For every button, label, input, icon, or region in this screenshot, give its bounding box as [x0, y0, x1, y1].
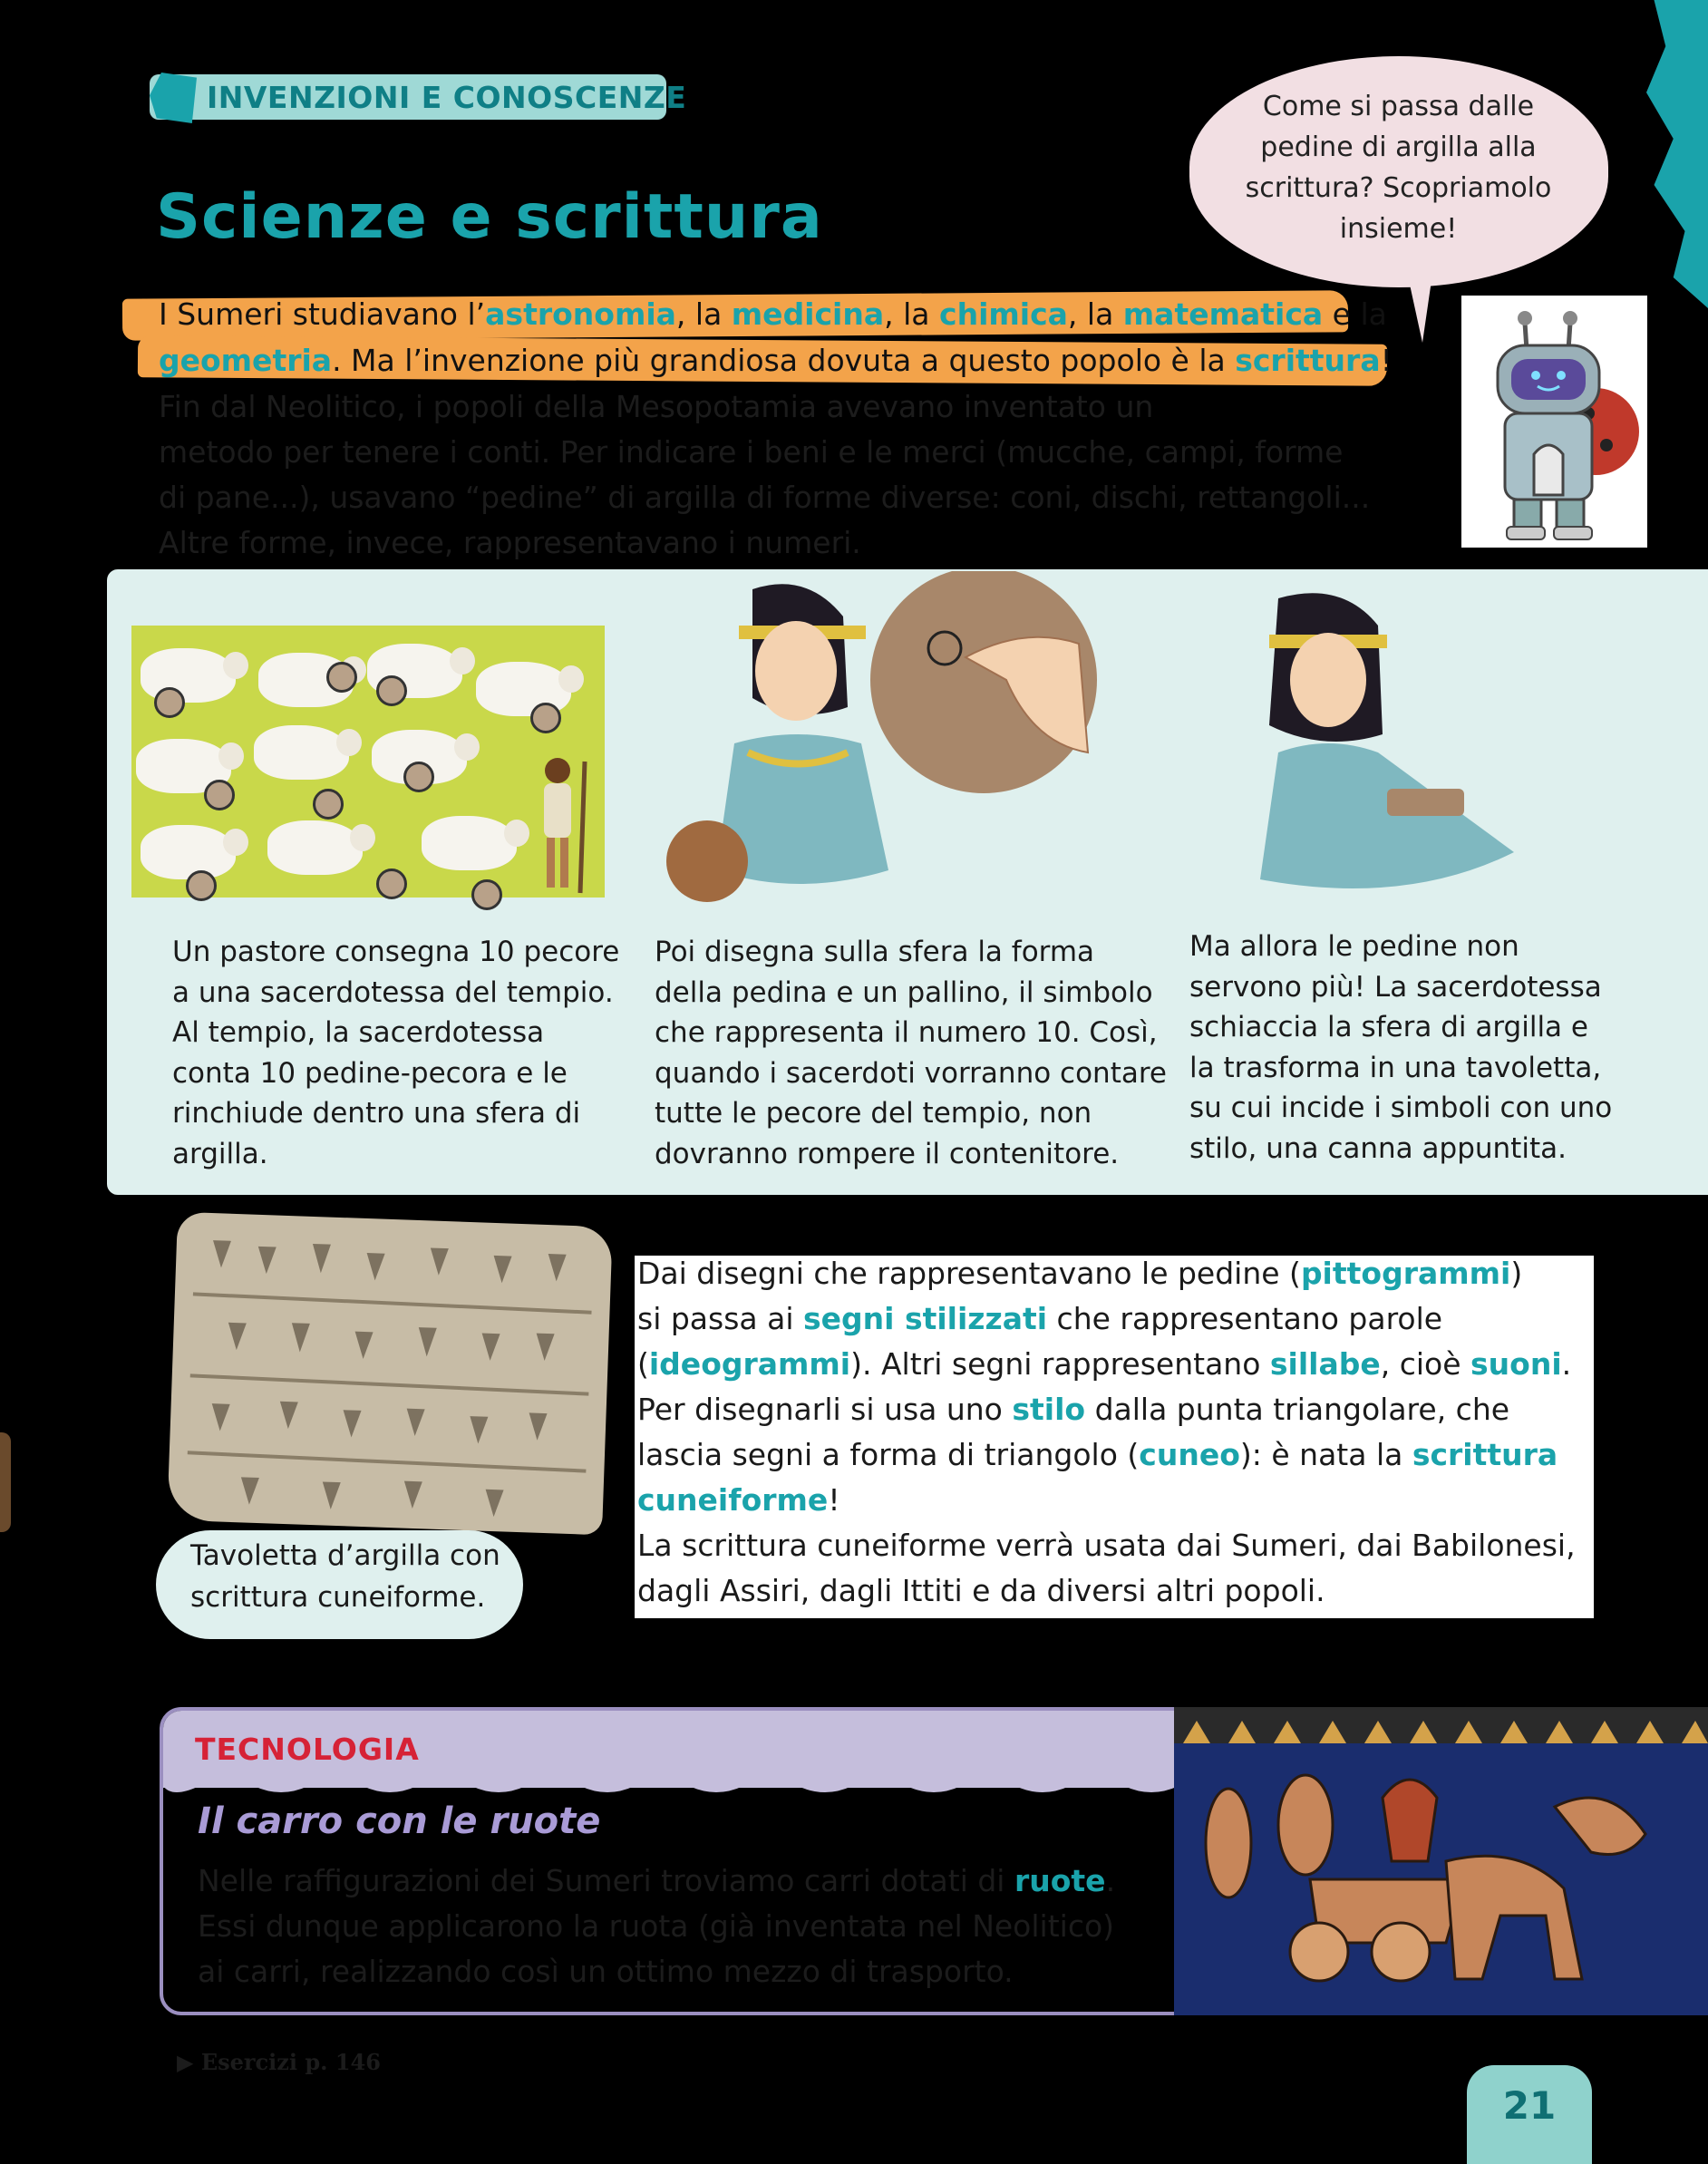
chariot-mosaic — [1174, 1707, 1708, 2015]
writing-line-1 — [637, 1251, 1522, 1296]
story-column-2 — [655, 932, 1167, 1174]
keyword-stilo: stilo — [1012, 1392, 1086, 1427]
text-line: argilla. — [172, 1137, 268, 1170]
keyword-cuneo: cuneo — [1139, 1437, 1240, 1472]
sheep — [141, 648, 236, 703]
keyword-chimica: chimica — [939, 296, 1068, 332]
priestess-sphere-illustration — [653, 571, 1124, 920]
text-span: e la — [1323, 296, 1387, 332]
keyword-suoni: suoni — [1470, 1346, 1562, 1382]
intro-line-5: di pane...), usavano “pedine” di argilla di forme diverse: coni, dischi, rettangoli... — [159, 480, 1371, 515]
wave-divider — [163, 1777, 1179, 1799]
clay-token — [376, 869, 407, 899]
clay-token — [530, 703, 561, 733]
text-line: schiaccia la sfera di argilla e — [1189, 1011, 1588, 1043]
tech-line-1 — [198, 1858, 1115, 1904]
keyword-medicina: medicina — [731, 296, 885, 332]
writing-line-3 — [637, 1342, 1571, 1387]
text-span: Dai disegni che rappresentavano le pedine ( — [637, 1256, 1301, 1291]
cuneiform-tablet-image — [167, 1212, 613, 1536]
text-span: dalla punta triangolare, che — [1085, 1392, 1510, 1427]
keyword-segni-stilizzati: segni stilizzati — [803, 1301, 1048, 1336]
intro-line-3: Fin dal Neolitico, i popoli della Mesopotamia avevano inventato un — [159, 389, 1154, 424]
text-line: scrittura cuneiforme. — [190, 1581, 486, 1614]
intro-line-6: Altre forme, invece, rappresentavano i numeri. — [159, 525, 861, 560]
priestess-writing-illustration — [1224, 580, 1523, 907]
text-span: ): è nata la — [1239, 1437, 1412, 1472]
text-line: servono più! La sacerdotessa — [1189, 970, 1602, 1004]
text-span: Nelle raffigurazioni dei Sumeri troviamo carri dotati di — [198, 1863, 1014, 1898]
text-line: Al tempio, la sacerdotessa — [172, 1016, 545, 1049]
keyword-matematica: matematica — [1122, 296, 1324, 332]
speech-bubble-text — [1215, 86, 1582, 249]
text-span: I Sumeri studiavano l’ — [159, 296, 486, 332]
speech-line: insieme! — [1339, 213, 1458, 245]
keyword-sillabe: sillabe — [1269, 1346, 1381, 1382]
robot-mascot — [1461, 296, 1647, 548]
page-number: 21 — [1502, 2083, 1557, 2128]
writing-line-6 — [637, 1478, 840, 1523]
keyword-astronomia: astronomia — [485, 296, 676, 332]
sheep-illustration — [131, 626, 605, 898]
text-span: ) — [1510, 1256, 1523, 1291]
text-span: Per disegnarli si usa uno — [637, 1392, 1013, 1427]
text-span: , la — [675, 296, 732, 332]
keyword-scrittura: scrittura — [1235, 343, 1381, 378]
intro-line-2 — [159, 338, 1393, 383]
decorative-left-mark — [0, 1432, 11, 1532]
decorative-edge-strip — [1631, 0, 1708, 308]
text-span: ! — [1380, 343, 1393, 378]
text-line: della pedina e un pallino, il simbolo — [655, 975, 1153, 1009]
technology-title: Il carro con le ruote — [198, 1800, 601, 1842]
tech-line-2: Essi dunque applicarono la ruota (già inventata nel Neolitico) — [198, 1908, 1115, 1944]
speech-line: scrittura? Scopriamolo — [1245, 172, 1552, 204]
clay-token — [313, 789, 344, 820]
text-span: , la — [884, 296, 940, 332]
page-title: Scienze e scrittura — [156, 181, 823, 253]
story-column-3 — [1189, 927, 1612, 1169]
story-column-1 — [172, 932, 619, 1174]
text-line: Un pastore consegna 10 pecore — [172, 936, 620, 968]
text-line: Tavoletta d’argilla con — [190, 1539, 500, 1572]
writing-line-2 — [637, 1296, 1442, 1342]
clay-token — [403, 762, 434, 792]
sheep — [422, 816, 517, 870]
text-span: , la — [1067, 296, 1123, 332]
text-span: . — [1561, 1346, 1572, 1382]
intro-line-1 — [159, 292, 1387, 337]
section-tag-label: INVENZIONI E CONOSCENZE — [207, 80, 687, 115]
clay-token — [376, 675, 407, 706]
text-span: che rappresentano parole — [1047, 1301, 1443, 1336]
text-line: stilo, una canna appuntita. — [1189, 1131, 1567, 1165]
text-line: Ma allora le pedine non — [1189, 930, 1519, 963]
sheep — [254, 725, 349, 780]
text-line: tutte le pecore del tempio, non — [655, 1097, 1092, 1130]
text-line: su cui incide i simboli con uno — [1189, 1092, 1613, 1124]
text-line: quando i sacerdoti vorranno contare — [655, 1056, 1167, 1090]
exercise-reference: ▶ Esercizi p. 146 — [177, 2049, 381, 2075]
clay-token — [186, 870, 217, 901]
shepherd-icon — [530, 752, 603, 898]
sheep — [267, 820, 363, 875]
robot-icon — [1461, 296, 1647, 548]
keyword-ruote: ruote — [1014, 1863, 1106, 1898]
writing-line-5 — [637, 1432, 1558, 1478]
text-span: ( — [637, 1346, 649, 1382]
text-line: la trasforma in una tavoletta, — [1189, 1051, 1602, 1084]
text-line: Poi disegna sulla sfera la forma — [655, 936, 1095, 968]
text-span: , cioè — [1380, 1346, 1471, 1382]
clay-token — [154, 687, 185, 718]
text-span: ). Altri segni rappresentano — [850, 1346, 1270, 1382]
clay-token — [471, 879, 502, 910]
text-span: . Ma l’invenzione più grandiosa dovuta a questo popolo è la — [332, 343, 1236, 378]
clay-token — [326, 662, 357, 693]
writing-line-7: La scrittura cuneiforme verrà usata dai Sumeri, dai Babilonesi, — [637, 1528, 1576, 1563]
text-line: conta 10 pedine-pecora e le — [172, 1056, 568, 1090]
keyword-geometria: geometria — [159, 343, 333, 378]
text-span: lascia segni a forma di triangolo ( — [637, 1437, 1140, 1472]
clay-token — [204, 780, 235, 810]
text-line: rinchiude dentro una sfera di — [172, 1097, 581, 1130]
sumerian-chariot-image — [1174, 1707, 1708, 2015]
keyword-scrittura: scrittura — [1412, 1437, 1558, 1472]
keyword-ideogrammi: ideogrammi — [648, 1346, 851, 1382]
sheep — [141, 825, 236, 879]
text-line: dovranno rompere il contenitore. — [655, 1137, 1120, 1170]
text-line: a una sacerdotessa del tempio. — [172, 975, 614, 1009]
intro-line-4: metodo per tenere i conti. Per indicare i beni e le merci (mucche, campi, forme — [159, 434, 1344, 470]
text-span: . — [1105, 1863, 1116, 1898]
keyword-pittogrammi: pittogrammi — [1300, 1256, 1511, 1291]
writing-line-8: dagli Assiri, dagli Ittiti e da diversi altri popoli. — [637, 1573, 1325, 1608]
technology-label: TECNOLOGIA — [195, 1732, 420, 1767]
text-span: ! — [828, 1482, 840, 1518]
keyword-cuneiforme: cuneiforme — [637, 1482, 829, 1518]
writing-line-4 — [637, 1387, 1509, 1432]
text-line: che rappresenta il numero 10. Così, — [655, 1016, 1158, 1049]
cuneiform-marks — [167, 1212, 613, 1536]
tech-line-3: ai carri, realizzando così un ottimo mezzo di trasporto. — [198, 1954, 1014, 1989]
speech-line: pedine di argilla alla — [1260, 131, 1537, 163]
speech-line: Come si passa dalle — [1262, 91, 1535, 122]
tablet-caption — [190, 1535, 500, 1618]
text-span: si passa ai — [637, 1301, 803, 1336]
